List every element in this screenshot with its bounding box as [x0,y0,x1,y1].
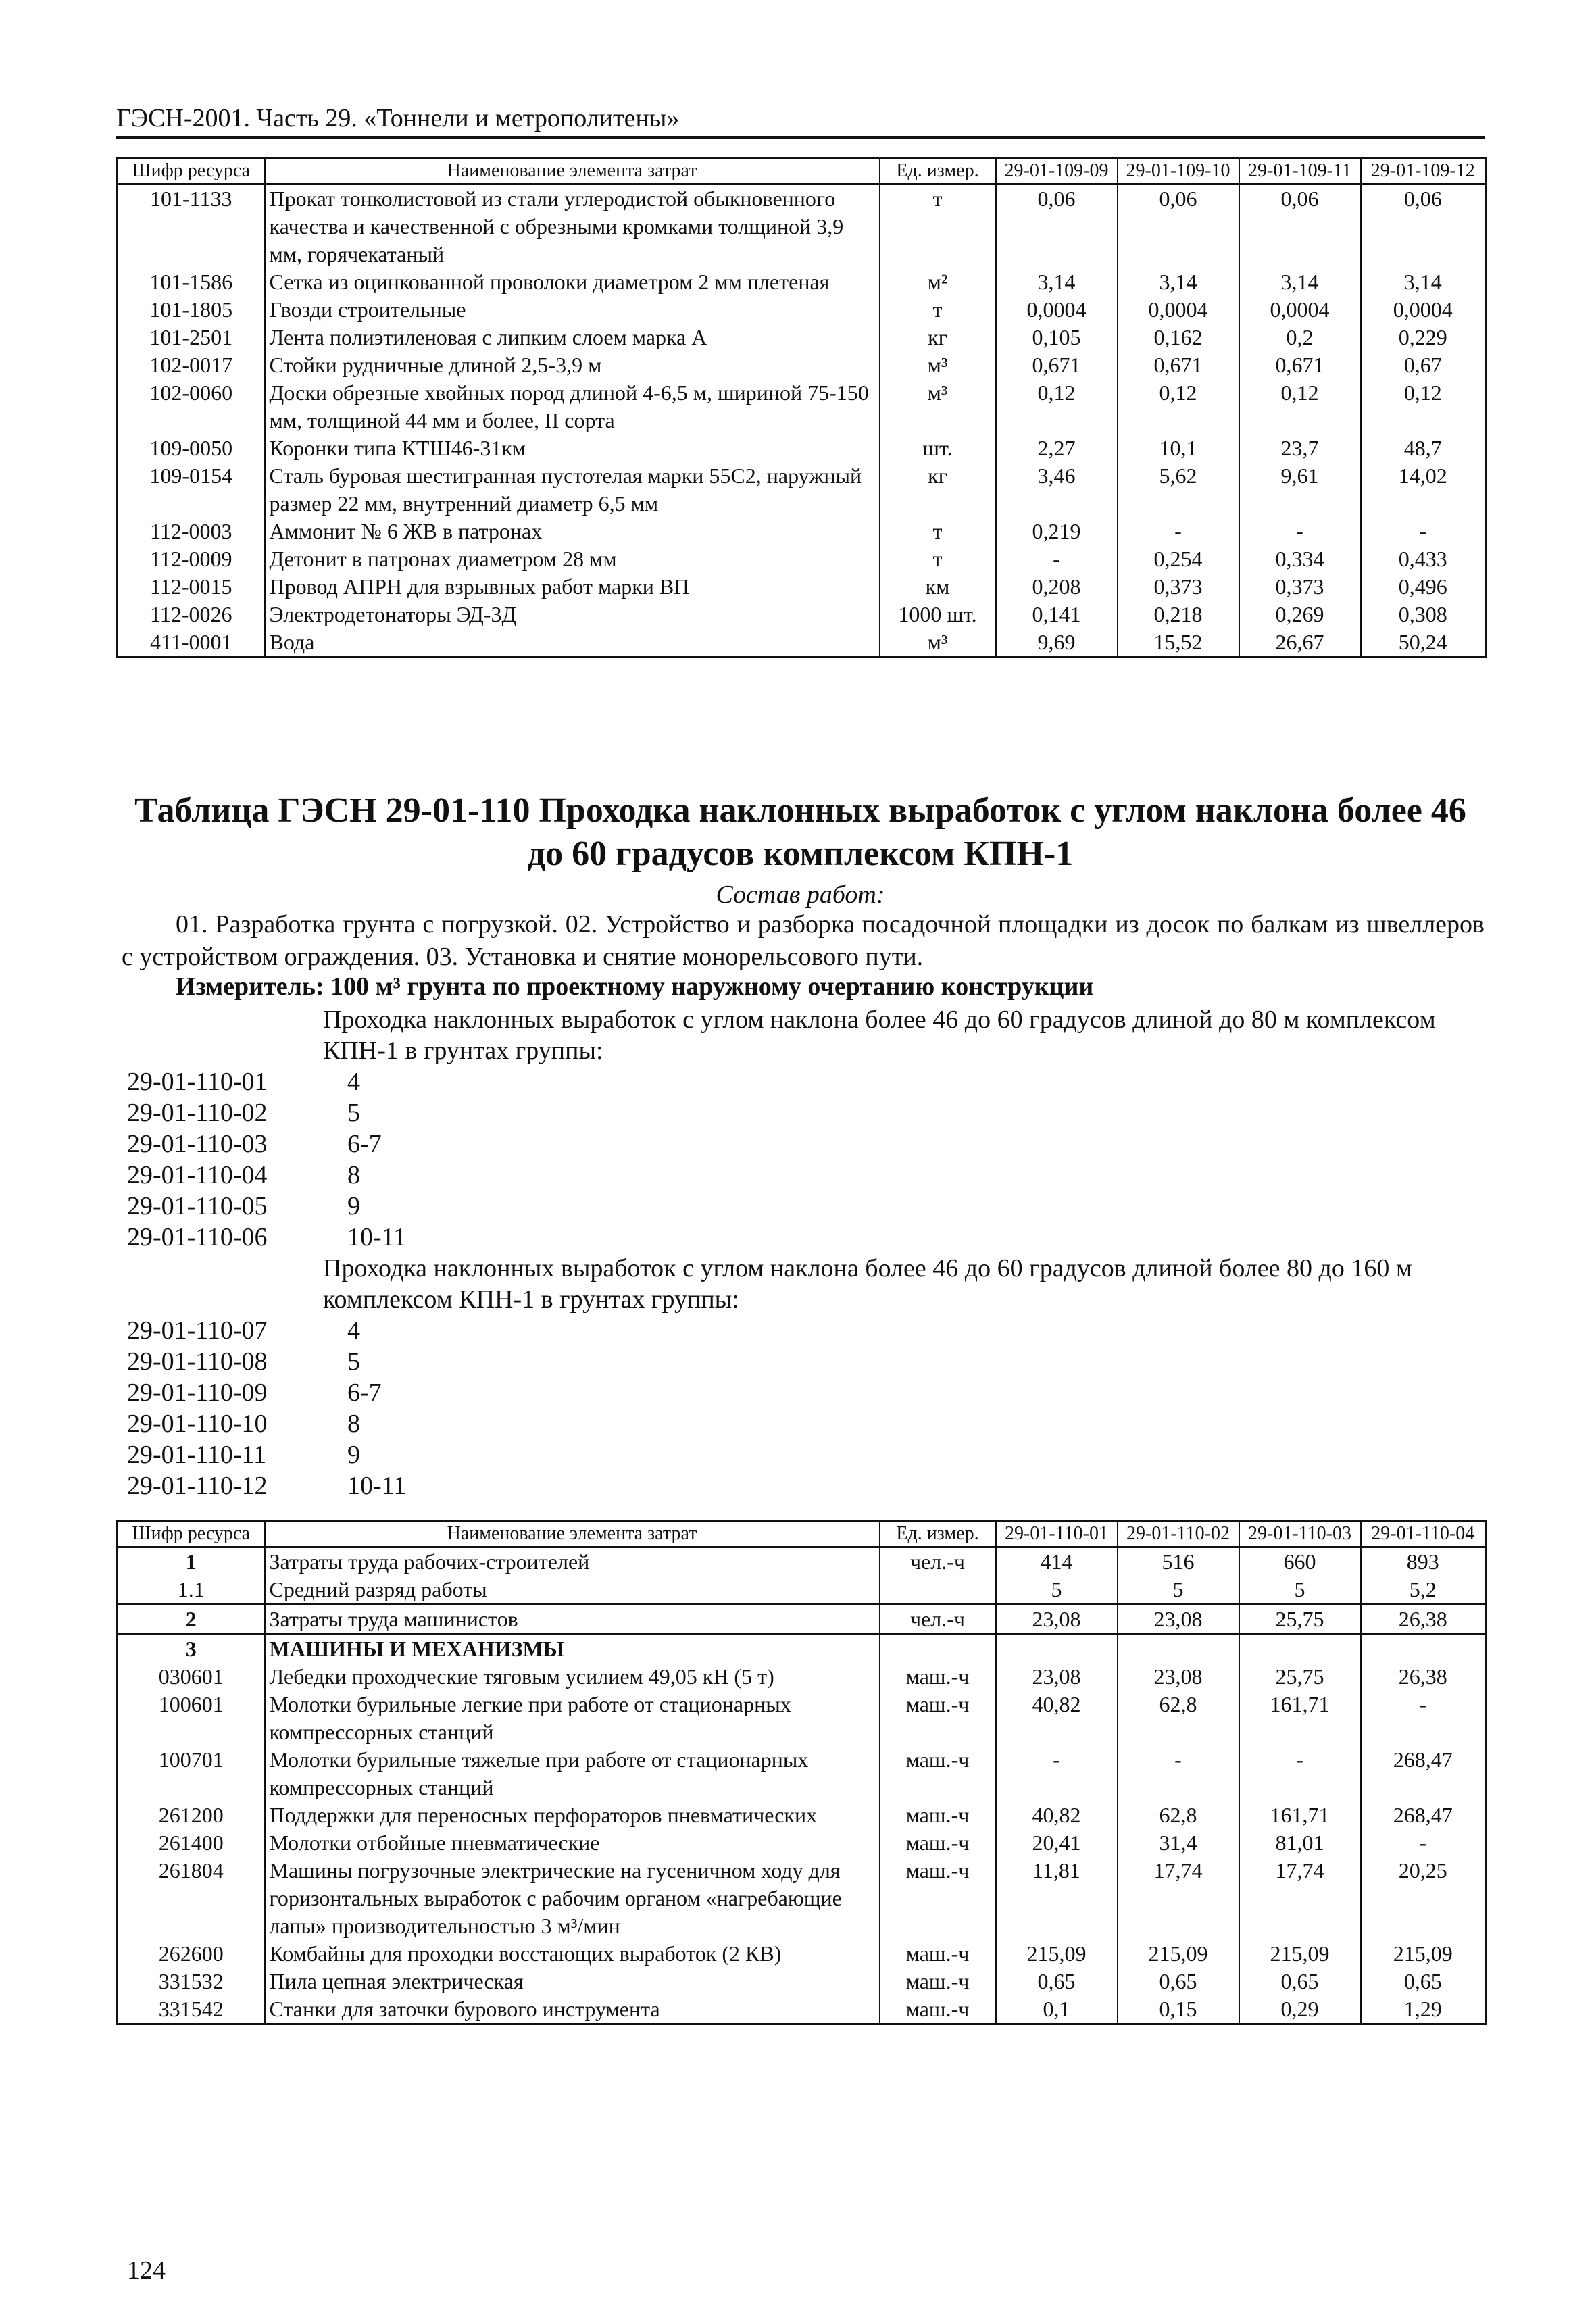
cell-code: 030601 [118,1663,265,1691]
norm-code: 29-01-110-11 [127,1441,267,1469]
cell-value: 0,334 [1239,545,1361,573]
cell-value: 0,105 [996,324,1118,351]
cell-value: 0,06 [1239,184,1361,269]
soil-group: 5 [347,1099,360,1127]
soil-group: 6-7 [347,1130,382,1158]
cell-name: Молотки бурильные легкие при работе от стационарных компрессорных станций [265,1691,880,1746]
resource-table-109 [116,157,1487,658]
list-item [127,1470,406,1501]
cell-value: 14,02 [1361,462,1486,518]
cell-name: Затраты труда рабочих-строителей [265,1547,880,1576]
cell-value: 0,218 [1118,601,1239,628]
cell-name: Провод АПРН для взрывных работ марки ВП [265,573,880,601]
cell-unit: маш.-ч [880,1801,996,1829]
cell-value: 0,671 [996,351,1118,379]
cell-value: 20,25 [1361,1857,1486,1940]
cell-unit: т [880,518,996,545]
cell-unit: чел.-ч [880,1605,996,1635]
header-name: Наименование элемента затрат [265,1521,880,1547]
cell-value: 23,08 [996,1663,1118,1691]
cell-value: 23,7 [1239,434,1361,462]
cell-unit: чел.-ч [880,1547,996,1576]
cell-value: 215,09 [1118,1940,1239,1968]
cell-unit: м³ [880,379,996,434]
cell-value: 17,74 [1239,1857,1361,1940]
table-row [118,434,1486,462]
cell-name: Стойки рудничные длиной 2,5-3,9 м [265,351,880,379]
cell-code: 411-0001 [118,628,265,657]
cell-value: 17,74 [1118,1857,1239,1940]
cell-value: 516 [1118,1547,1239,1576]
cell-unit [880,1635,996,1664]
table-row [118,1940,1486,1968]
cell-unit: маш.-ч [880,1857,996,1940]
cell-value: 48,7 [1361,434,1486,462]
cell-unit: м² [880,268,996,296]
header-name: Наименование элемента затрат [265,158,880,184]
header-col-3: 29-01-110-03 [1239,1521,1361,1547]
cell-value: 81,01 [1239,1829,1361,1857]
cell-code: 109-0154 [118,462,265,518]
cell-name: Прокат тонколистовой из стали углеродистой обыкновенного качества и качественной с обрезными кромками толщиной 3,9 мм, горячекатаный [265,184,880,269]
list-item [127,1222,406,1253]
cell-unit: т [880,545,996,573]
cell-value: 0,373 [1118,573,1239,601]
table-row [118,1605,1486,1635]
list-item [127,1408,406,1439]
soil-group: 4 [347,1068,360,1096]
cell-value: 0,12 [1118,379,1239,434]
cell-name: Затраты труда машинистов [265,1605,880,1635]
cell-unit: т [880,184,996,269]
cell-value: 20,41 [996,1829,1118,1857]
norm-code: 29-01-110-09 [127,1378,268,1407]
cell-code: 261804 [118,1857,265,1940]
header-col-4: 29-01-109-12 [1361,158,1486,184]
cell-unit: маш.-ч [880,1746,996,1801]
cell-value: 660 [1239,1547,1361,1576]
cell-name: Детонит в патронах диаметром 28 мм [265,545,880,573]
cell-value: 215,09 [1239,1940,1361,1968]
cell-value: 0,06 [996,184,1118,269]
cell-unit: м³ [880,628,996,657]
table-row [118,628,1486,657]
group1-code-list [127,1066,406,1253]
cell-value: 0,254 [1118,545,1239,573]
cell-unit [880,1576,996,1605]
cell-value: 0,219 [996,518,1118,545]
list-item [127,1377,406,1408]
table-row [118,184,1486,269]
cell-value: 23,08 [1118,1663,1239,1691]
cell-name: Поддержки для переносных перфораторов пневматических [265,1801,880,1829]
cell-unit: маш.-ч [880,1663,996,1691]
cell-code: 101-1586 [118,268,265,296]
composition-label: Состав работ: [716,880,885,909]
cell-unit: кг [880,462,996,518]
cell-value: 0,65 [1118,1968,1239,1995]
cell-value: 25,75 [1239,1663,1361,1691]
cell-code: 1 [118,1547,265,1576]
group2-intro: Проходка наклонных выработок с углом наклона более 46 до 60 градусов длиной более 80 до 160 м комплексом КПН-1 в грунтах группы: [323,1254,1412,1314]
cell-value: 0,0004 [1239,296,1361,324]
cell-value [1361,1635,1486,1664]
soil-group: 8 [347,1410,360,1438]
cell-value: 0,29 [1239,1995,1361,2024]
table-row [118,1746,1486,1801]
cell-value: 0,671 [1118,351,1239,379]
cell-value: 0,1 [996,1995,1118,2024]
cell-name: Доски обрезные хвойных пород длиной 4-6,5 м, шириной 75-150 мм, толщиной 44 мм и более, II сорта [265,379,880,434]
cell-value: 2,27 [996,434,1118,462]
soil-group: 10-11 [347,1223,407,1251]
cell-value: 414 [996,1547,1118,1576]
cell-value: 268,47 [1361,1801,1486,1829]
cell-code: 112-0009 [118,545,265,573]
norm-code: 29-01-110-06 [127,1223,268,1251]
cell-value: 0,65 [996,1968,1118,1995]
cell-code: 1.1 [118,1576,265,1605]
table-row [118,545,1486,573]
cell-code: 261200 [118,1801,265,1829]
cell-value: 215,09 [1361,1940,1486,1968]
cell-value: 11,81 [996,1857,1118,1940]
table-row [118,573,1486,601]
norm-code: 29-01-110-10 [127,1410,268,1438]
list-item [127,1315,406,1346]
table-section-row [118,1635,1486,1664]
soil-group: 8 [347,1161,360,1189]
cell-value: 0,12 [1361,379,1486,434]
cell-unit: шт. [880,434,996,462]
resource-table-110 [116,1520,1487,2025]
cell-name: Лента полиэтиленовая с липким слоем марка А [265,324,880,351]
cell-value: 0,141 [996,601,1118,628]
page-number: 124 [127,2256,166,2285]
cell-value: 0,67 [1361,351,1486,379]
cell-unit: маш.-ч [880,1968,996,1995]
cell-value: 0,308 [1361,601,1486,628]
cell-code: 101-1805 [118,296,265,324]
section-heading: МАШИНЫ И МЕХАНИЗМЫ [265,1635,880,1664]
cell-value: 0,06 [1118,184,1239,269]
table-header-row [118,1521,1486,1547]
soil-group: 6-7 [347,1378,382,1407]
cell-code: 100601 [118,1691,265,1746]
cell-name: Лебедки проходческие тяговым усилием 49,05 кН (5 т) [265,1663,880,1691]
norm-code: 29-01-110-04 [127,1161,268,1189]
cell-code: 261400 [118,1829,265,1857]
cell-value: 23,08 [1118,1605,1239,1635]
table-row [118,1968,1486,1995]
cell-value: 0,65 [1239,1968,1361,1995]
table-row [118,1547,1486,1576]
cell-value: 25,75 [1239,1605,1361,1635]
cell-value: 9,69 [996,628,1118,657]
running-header: ГЭСН-2001. Часть 29. «Тоннели и метрополитены» [116,101,1485,139]
cell-name: Вода [265,628,880,657]
list-item [127,1160,406,1191]
cell-value: 0,0004 [1361,296,1486,324]
cell-value: 62,8 [1118,1801,1239,1829]
cell-value: 1,29 [1361,1995,1486,2024]
cell-code: 102-0060 [118,379,265,434]
soil-group: 9 [347,1192,360,1220]
cell-value: - [1118,1746,1239,1801]
norm-code: 29-01-110-01 [127,1068,268,1096]
cell-value: 50,24 [1361,628,1486,657]
cell-unit: км [880,573,996,601]
cell-value: 0,162 [1118,324,1239,351]
measurement-unit: Измеритель: 100 м³ грунта по проектному наружному очертанию конструкции [176,972,1094,1001]
cell-value [1239,1635,1361,1664]
soil-group: 5 [347,1347,360,1376]
table-row [118,518,1486,545]
table-row [118,379,1486,434]
table-title: Таблица ГЭСН 29-01-110 Проходка наклонных выработок с углом наклона более 46 до 60 градусов комплексом КПН-1 [134,791,1466,873]
cell-value: 31,4 [1118,1829,1239,1857]
cell-code: 101-2501 [118,324,265,351]
cell-value: 0,0004 [1118,296,1239,324]
header-unit: Ед. измер. [880,1521,996,1547]
cell-value: 0,06 [1361,184,1486,269]
cell-name: Гвозди строительные [265,296,880,324]
cell-value: - [996,1746,1118,1801]
cell-value: 0,2 [1239,324,1361,351]
table-row [118,1801,1486,1829]
norm-code: 29-01-110-12 [127,1472,268,1500]
composition-text: 01. Разработка грунта с погрузкой. 02. Устройство и разборка посадочной площадки из досок по балкам из швеллеров с устройством ограждения. 03. Установка и снятие монорельсового пути. [122,910,1485,971]
list-item [127,1191,406,1222]
table-row [118,296,1486,324]
group1-intro: Проходка наклонных выработок с углом наклона более 46 до 60 градусов длиной до 80 м комплексом КПН-1 в грунтах группы: [323,1005,1436,1065]
cell-unit: маш.-ч [880,1829,996,1857]
cell-name: Комбайны для проходки восстающих выработок (2 КВ) [265,1940,880,1968]
cell-value: - [1361,1691,1486,1746]
soil-group: 4 [347,1316,360,1345]
table-row [118,1691,1486,1746]
header-code: Шифр ресурса [118,158,265,184]
cell-value: 0,12 [996,379,1118,434]
cell-name: Молотки бурильные тяжелые при работе от стационарных компрессорных станций [265,1746,880,1801]
table-row [118,351,1486,379]
cell-value: 0,496 [1361,573,1486,601]
cell-code: 112-0015 [118,573,265,601]
cell-value: 0,373 [1239,573,1361,601]
header-col-1: 29-01-110-01 [996,1521,1118,1547]
cell-value: 5 [996,1576,1118,1605]
soil-group: 10-11 [347,1472,407,1500]
list-item [127,1439,406,1470]
cell-value [996,1635,1118,1664]
cell-value: 26,67 [1239,628,1361,657]
cell-code: 331542 [118,1995,265,2024]
cell-value: 0,229 [1361,324,1486,351]
cell-value: 26,38 [1361,1663,1486,1691]
cell-value: 0,12 [1239,379,1361,434]
table-row [118,268,1486,296]
cell-value: - [1239,518,1361,545]
cell-value [1118,1635,1239,1664]
cell-value: 215,09 [996,1940,1118,1968]
cell-code: 102-0017 [118,351,265,379]
cell-code: 112-0026 [118,601,265,628]
table-row [118,1576,1486,1605]
cell-value: 0,671 [1239,351,1361,379]
cell-value: 5 [1118,1576,1239,1605]
header-code: Шифр ресурса [118,1521,265,1547]
cell-value: 10,1 [1118,434,1239,462]
cell-value: 0,433 [1361,545,1486,573]
list-item [127,1346,406,1377]
table-row [118,1829,1486,1857]
list-item [127,1066,406,1097]
cell-unit: кг [880,324,996,351]
cell-code: 3 [118,1635,265,1664]
soil-group: 9 [347,1441,360,1469]
cell-value: 3,14 [1118,268,1239,296]
cell-value: 9,61 [1239,462,1361,518]
cell-value: 0,208 [996,573,1118,601]
cell-value: 3,14 [1361,268,1486,296]
cell-value: 15,52 [1118,628,1239,657]
header-col-4: 29-01-110-04 [1361,1521,1486,1547]
cell-name: Коронки типа КТШ46-31км [265,434,880,462]
header-col-2: 29-01-109-10 [1118,158,1239,184]
list-item [127,1097,406,1128]
cell-name: Машины погрузочные электрические на гусеничном ходу для горизонтальных выработок с рабочим органом «нагребающие лапы» производительностью 3 м³/мин [265,1857,880,1940]
cell-name: Сетка из оцинкованной проволоки диаметром 2 мм плетеная [265,268,880,296]
cell-name: Молотки отбойные пневматические [265,1829,880,1857]
header-col-2: 29-01-110-02 [1118,1521,1239,1547]
cell-code: 100701 [118,1746,265,1801]
cell-value: - [996,545,1118,573]
cell-value: 3,46 [996,462,1118,518]
cell-value: 5,62 [1118,462,1239,518]
table-row [118,1857,1486,1940]
header-col-1: 29-01-109-09 [996,158,1118,184]
cell-unit: маш.-ч [880,1940,996,1968]
cell-unit: маш.-ч [880,1995,996,2024]
cell-name: Электродетонаторы ЭД-3Д [265,601,880,628]
list-item [127,1128,406,1160]
header-unit: Ед. измер. [880,158,996,184]
cell-value: 0,15 [1118,1995,1239,2024]
norm-code: 29-01-110-02 [127,1099,268,1127]
table-row [118,601,1486,628]
cell-value: 40,82 [996,1691,1118,1746]
cell-value: 23,08 [996,1605,1118,1635]
cell-value: 3,14 [996,268,1118,296]
cell-value: - [1361,1829,1486,1857]
cell-value: 3,14 [1239,268,1361,296]
cell-unit: м³ [880,351,996,379]
cell-value: 161,71 [1239,1801,1361,1829]
cell-code: 109-0050 [118,434,265,462]
cell-value: - [1118,518,1239,545]
cell-unit: т [880,296,996,324]
norm-code: 29-01-110-03 [127,1130,268,1158]
table-row [118,1995,1486,2024]
cell-value: 161,71 [1239,1691,1361,1746]
cell-name: Станки для заточки бурового инструмента [265,1995,880,2024]
cell-name: Сталь буровая шестигранная пустотелая марки 55С2, наружный размер 22 мм, внутренний диаметр 6,5 мм [265,462,880,518]
norm-code: 29-01-110-08 [127,1347,268,1376]
cell-unit: 1000 шт. [880,601,996,628]
cell-unit: маш.-ч [880,1691,996,1746]
table-row [118,462,1486,518]
cell-value: 0,65 [1361,1968,1486,1995]
cell-value: 893 [1361,1547,1486,1576]
header-col-3: 29-01-109-11 [1239,158,1361,184]
cell-value: - [1361,518,1486,545]
cell-code: 112-0003 [118,518,265,545]
group2-code-list [127,1315,406,1501]
cell-value: 5 [1239,1576,1361,1605]
cell-value: 40,82 [996,1801,1118,1829]
cell-code: 331532 [118,1968,265,1995]
table-row [118,324,1486,351]
norm-code: 29-01-110-07 [127,1316,268,1345]
cell-code: 262600 [118,1940,265,1968]
cell-value: 0,269 [1239,601,1361,628]
cell-value: 0,0004 [996,296,1118,324]
cell-code: 2 [118,1605,265,1635]
norm-code: 29-01-110-05 [127,1192,268,1220]
cell-name: Средний разряд работы [265,1576,880,1605]
cell-value: 62,8 [1118,1691,1239,1746]
cell-value: - [1239,1746,1361,1801]
table-row [118,1663,1486,1691]
cell-value: 26,38 [1361,1605,1486,1635]
cell-name: Пила цепная электрическая [265,1968,880,1995]
cell-code: 101-1133 [118,184,265,269]
table-header-row [118,158,1486,184]
cell-value: 268,47 [1361,1746,1486,1801]
cell-value: 5,2 [1361,1576,1486,1605]
cell-name: Аммонит № 6 ЖВ в патронах [265,518,880,545]
